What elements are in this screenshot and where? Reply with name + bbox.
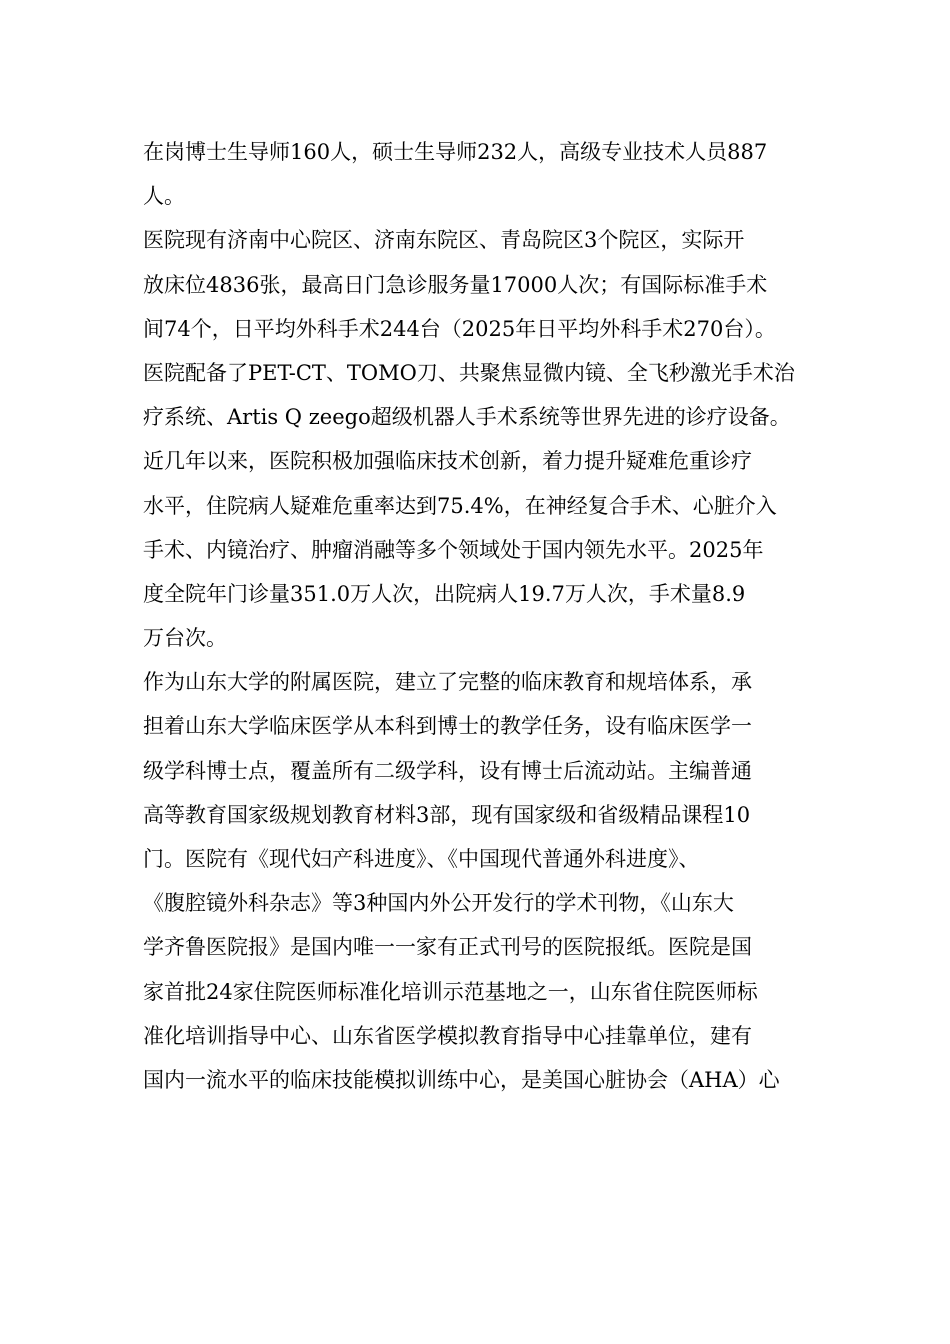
text-line: 作为山东大学的附属医院，建立了完整的临床教育和规培体系，承 bbox=[143, 670, 752, 695]
text-line: 高等教育国家级规划教育材料3部，现有国家级和省级精品课程10 bbox=[143, 802, 751, 827]
text-line: 人。 bbox=[143, 184, 185, 209]
text-line: 家首批24家住院医师标准化培训示范基地之一，山东省住院医师标 bbox=[143, 979, 758, 1004]
text-line: 门。医院有《现代妇产科进度》、《中国现代普通外科进度》、 bbox=[143, 847, 700, 871]
text-line: 医院现有济南中心院区、济南东院区、青岛院区3个院区，实际开 bbox=[143, 228, 745, 253]
text-line: 手术、内镜治疗、肿瘤消融等多个领域处于国内领先水平。2025年 bbox=[143, 537, 764, 562]
text-line: 间74个，日平均外科手术244台（2025年日平均外科手术270台）。 bbox=[143, 316, 776, 341]
text-line: 放床位4836张，最高日门急诊服务量17000人次；有国际标准手术 bbox=[143, 272, 768, 297]
text-line: 医院配备了PET-CT、TOMO刀、共聚焦显微内镜、全飞秒激光手术治 bbox=[143, 360, 795, 385]
text-line: 在岗博士生导师160人，硕士生导师232人，高级专业技术人员887 bbox=[143, 140, 768, 164]
text-line: 万台次。 bbox=[143, 626, 227, 651]
text-line: 担着山东大学临床医学从本科到博士的教学任务，设有临床医学一 bbox=[143, 714, 752, 739]
body-text bbox=[143, 130, 823, 1102]
text-line: 国内一流水平的临床技能模拟训练中心，是美国心脏协会（AHA）心 bbox=[143, 1067, 780, 1092]
text-line: 近几年以来，医院积极加强临床技术创新，着力提升疑难危重诊疗 bbox=[143, 449, 752, 474]
text-line: 学齐鲁医院报》是国内唯一一家有正式刊号的医院报纸。医院是国 bbox=[143, 935, 752, 960]
text-line: 准化培训指导中心、山东省医学模拟教育指导中心挂靠单位，建有 bbox=[143, 1023, 752, 1048]
text-line: 水平，住院病人疑难危重率达到75.4%，在神经复合手术、心脏介入 bbox=[143, 493, 777, 518]
text-line: 疗系统、Artis Q zeego超级机器人手术系统等世界先进的诊疗设备。 bbox=[143, 405, 791, 430]
text-line: 《腹腔镜外科杂志》等3种国内外公开发行的学术刊物，《山东大 bbox=[143, 891, 734, 916]
text-line: 级学科博士点，覆盖所有二级学科，设有博士后流动站。主编普通 bbox=[143, 758, 752, 783]
text-line: 度全院年门诊量351.0万人次，出院病人19.7万人次，手术量8.9 bbox=[143, 581, 746, 606]
